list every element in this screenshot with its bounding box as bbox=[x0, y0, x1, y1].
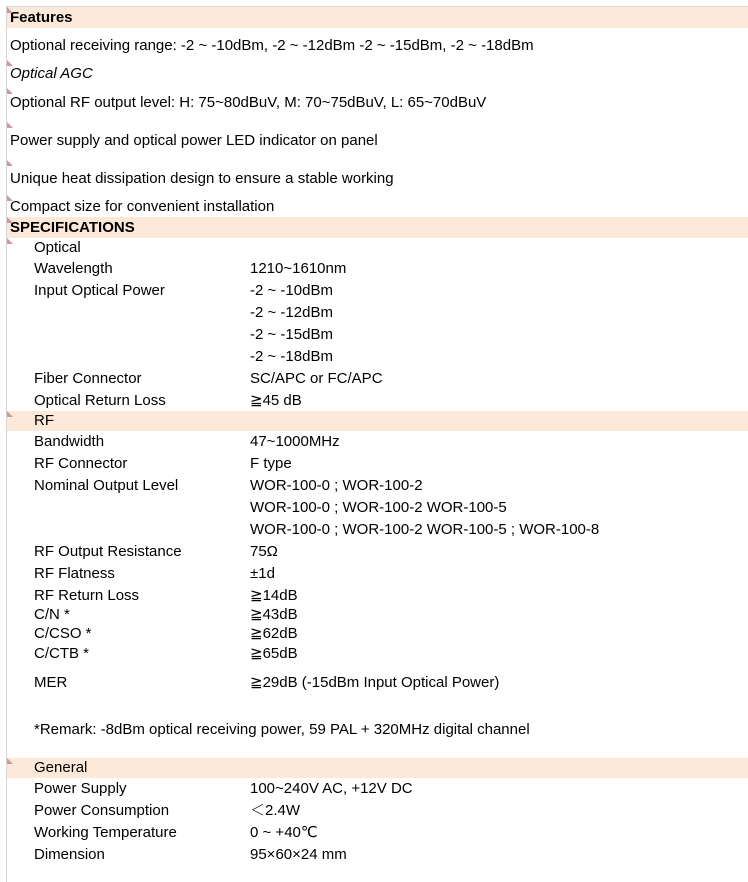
spec-value: ≧14dB bbox=[250, 587, 298, 604]
spec-label: Fiber Connector bbox=[34, 370, 142, 387]
specifications-heading bbox=[7, 217, 748, 238]
spec-value: WOR-100-0 ; WOR-100-2 bbox=[250, 477, 423, 494]
spec-value: SC/APC or FC/APC bbox=[250, 370, 383, 387]
spec-value: ±1d bbox=[250, 565, 275, 582]
optical-heading: Optical bbox=[34, 239, 81, 256]
spec-value: 95×60×24 mm bbox=[250, 846, 347, 863]
specifications-heading-text: SPECIFICATIONS bbox=[10, 219, 135, 236]
spec-value: F type bbox=[250, 455, 292, 472]
rf-heading bbox=[7, 411, 748, 431]
spec-label: RF Connector bbox=[34, 455, 128, 472]
spec-label: C/CTB * bbox=[34, 645, 90, 662]
general-heading-text: General bbox=[34, 759, 88, 776]
spec-label: Bandwidth bbox=[34, 433, 105, 450]
spec-value: 0 ~ +40℃ bbox=[250, 824, 318, 841]
spec-value: -2 ~ -10dBm bbox=[250, 282, 333, 299]
spec-label: C/CSO * bbox=[34, 625, 92, 642]
features-heading bbox=[7, 7, 748, 28]
spec-value: -2 ~ -15dBm bbox=[250, 326, 333, 343]
feature-item: Compact size for convenient installation bbox=[10, 198, 275, 215]
spec-label: Optical Return Loss bbox=[34, 392, 166, 409]
feature-item: Optional RF output level: H: 75~80dBuV, M: 70~75dBuV, L: 65~70dBuV bbox=[10, 94, 487, 111]
spec-value: ≧62dB bbox=[250, 625, 298, 642]
spec-label: C/N * bbox=[34, 606, 70, 623]
spec-value: WOR-100-0 ; WOR-100-2 WOR-100-5 bbox=[250, 499, 507, 516]
spec-value: ≧43dB bbox=[250, 606, 298, 623]
spec-value: 1210~1610nm bbox=[250, 260, 347, 277]
remark-text: *Remark: -8dBm optical receiving power, 59 PAL + 320MHz digital channel bbox=[34, 721, 530, 738]
spec-value: ≧45 dB bbox=[250, 392, 302, 409]
feature-item: Power supply and optical power LED indicator on panel bbox=[10, 132, 378, 149]
cell-marker-icon bbox=[7, 411, 13, 417]
spec-value: -2 ~ -12dBm bbox=[250, 304, 333, 321]
spec-label: RF Output Resistance bbox=[34, 543, 182, 560]
spec-value: ≧29dB (-15dBm Input Optical Power) bbox=[250, 674, 500, 691]
spec-label: Wavelength bbox=[34, 260, 113, 277]
cell-marker-icon bbox=[7, 122, 13, 128]
spec-label: Working Temperature bbox=[34, 824, 177, 841]
spec-label: RF Return Loss bbox=[34, 587, 140, 604]
cell-marker-icon bbox=[7, 7, 13, 13]
spec-value: 75Ω bbox=[250, 543, 278, 560]
spec-label: Nominal Output Level bbox=[34, 477, 179, 494]
spec-value: ≧65dB bbox=[250, 645, 298, 662]
spec-value: 100~240V AC, +12V DC bbox=[250, 780, 413, 797]
spec-label: Dimension bbox=[34, 846, 105, 863]
general-heading bbox=[7, 758, 748, 778]
features-heading-text: Features bbox=[10, 9, 73, 26]
feature-item: Unique heat dissipation design to ensure a stable working bbox=[10, 170, 394, 187]
spec-label: MER bbox=[34, 674, 68, 691]
feature-item: Optional receiving range: -2 ~ -10dBm, -2 ~ -12dBm -2 ~ -15dBm, -2 ~ -18dBm bbox=[10, 37, 534, 54]
rf-heading-text: RF bbox=[34, 412, 54, 429]
feature-item: Optical AGC bbox=[10, 65, 93, 82]
cell-marker-icon bbox=[7, 238, 13, 244]
spec-value: ＜2.4W bbox=[250, 802, 301, 819]
spec-label: RF Flatness bbox=[34, 565, 115, 582]
cell-marker-icon bbox=[7, 160, 13, 166]
spec-value: 47~1000MHz bbox=[250, 433, 340, 450]
cell-marker-icon bbox=[7, 217, 13, 223]
spec-value: -2 ~ -18dBm bbox=[250, 348, 333, 365]
spec-label: Input Optical Power bbox=[34, 282, 165, 299]
cell-marker-icon bbox=[7, 758, 13, 764]
spec-label: Power Consumption bbox=[34, 802, 170, 819]
spec-value: WOR-100-0 ; WOR-100-2 WOR-100-5 ; WOR-100-8 bbox=[250, 521, 600, 538]
spec-label: Power Supply bbox=[34, 780, 127, 797]
